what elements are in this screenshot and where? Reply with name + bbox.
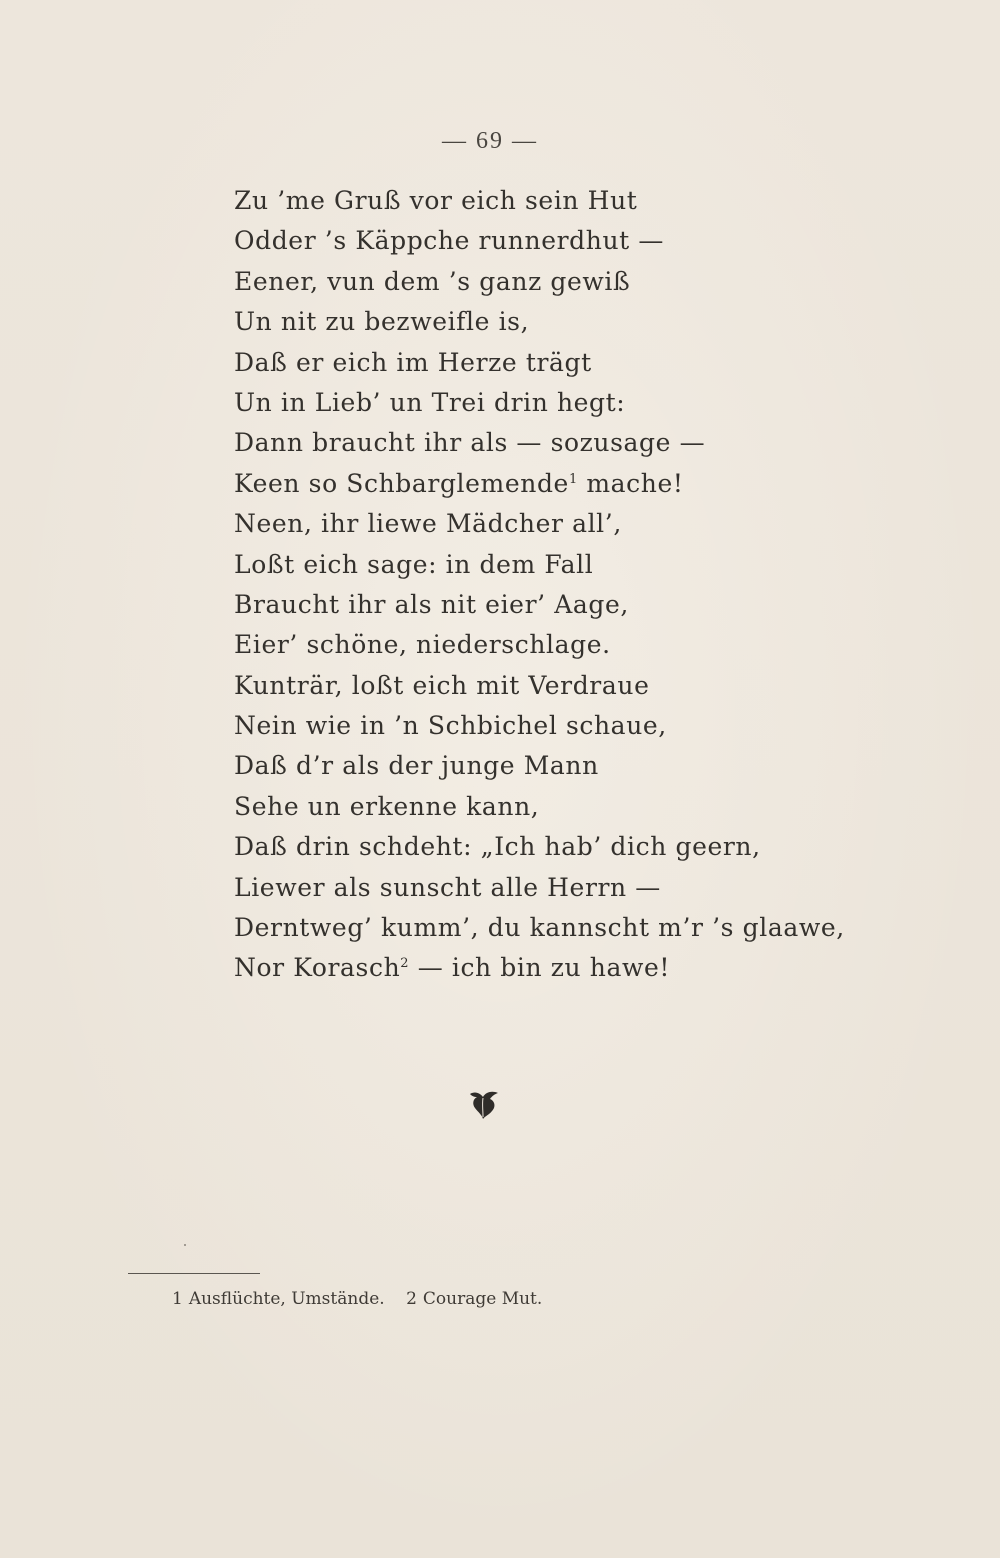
poem-line: Eener, vun dem ’s ganz gewiß [234, 266, 631, 296]
poem-line: Daß er eich im Herze trägt [234, 347, 592, 377]
poem-line: Braucht ihr als nit eier’ Aage, [234, 589, 629, 619]
poem-line: Loßt eich sage: in dem Fall [234, 549, 594, 579]
footnote-1: 1 Ausflüchte, Umstände. [172, 1289, 385, 1309]
poem-line: Daß drin schdeht: „Ich hab’ dich geern, [234, 832, 761, 862]
poem-line: Nor Korasch$^2$ — ich bin zu hawe! [234, 953, 671, 983]
poem-line: Un nit zu bezweifle is, [234, 307, 530, 337]
poem-line: Dann braucht ihr als — sozusage — [234, 428, 706, 458]
poem-line: Kunträr, loßt eich mit Verdraue [234, 670, 650, 700]
footnote-2: 2 Courage Mut. [406, 1289, 543, 1309]
footnote-ref-2: 2 [400, 956, 410, 972]
poem-line: Un in Lieb’ un Trei drin hegt: [234, 387, 626, 417]
poem-line: Daß d’r als der junge Mann [234, 751, 599, 781]
footnote-divider [128, 1273, 260, 1274]
leaf-ornament-icon [466, 1088, 502, 1120]
poem-line: Neen, ihr liewe Mädcher all’, [234, 509, 622, 539]
poem-line: Eier’ schöne, niederschlage. [234, 630, 611, 660]
footnotes [172, 1289, 558, 1309]
poem-line: Derntweg’ kumm’, du kannscht m’r ’s glaawe, [234, 913, 845, 943]
poem-line: Zu ’me Gruß vor eich sein Hut [234, 186, 638, 215]
poem-line: Liewer als sunscht alle Herrn — [234, 872, 661, 902]
paper-speck [184, 1244, 186, 1246]
poem-line: Sehe un erkenne kann, [234, 791, 540, 821]
poem-line: Odder ’s Käppche runnerdhut — [234, 226, 664, 256]
page-number: — 69 — [442, 128, 538, 154]
footnote-ref-1: 1 [568, 471, 578, 487]
poem-line: Nein wie in ’n Schbichel schaue, [234, 711, 667, 741]
poem-line: Keen so Schbarglemende$^1$ mache! [234, 468, 684, 498]
poem-body [234, 181, 934, 989]
